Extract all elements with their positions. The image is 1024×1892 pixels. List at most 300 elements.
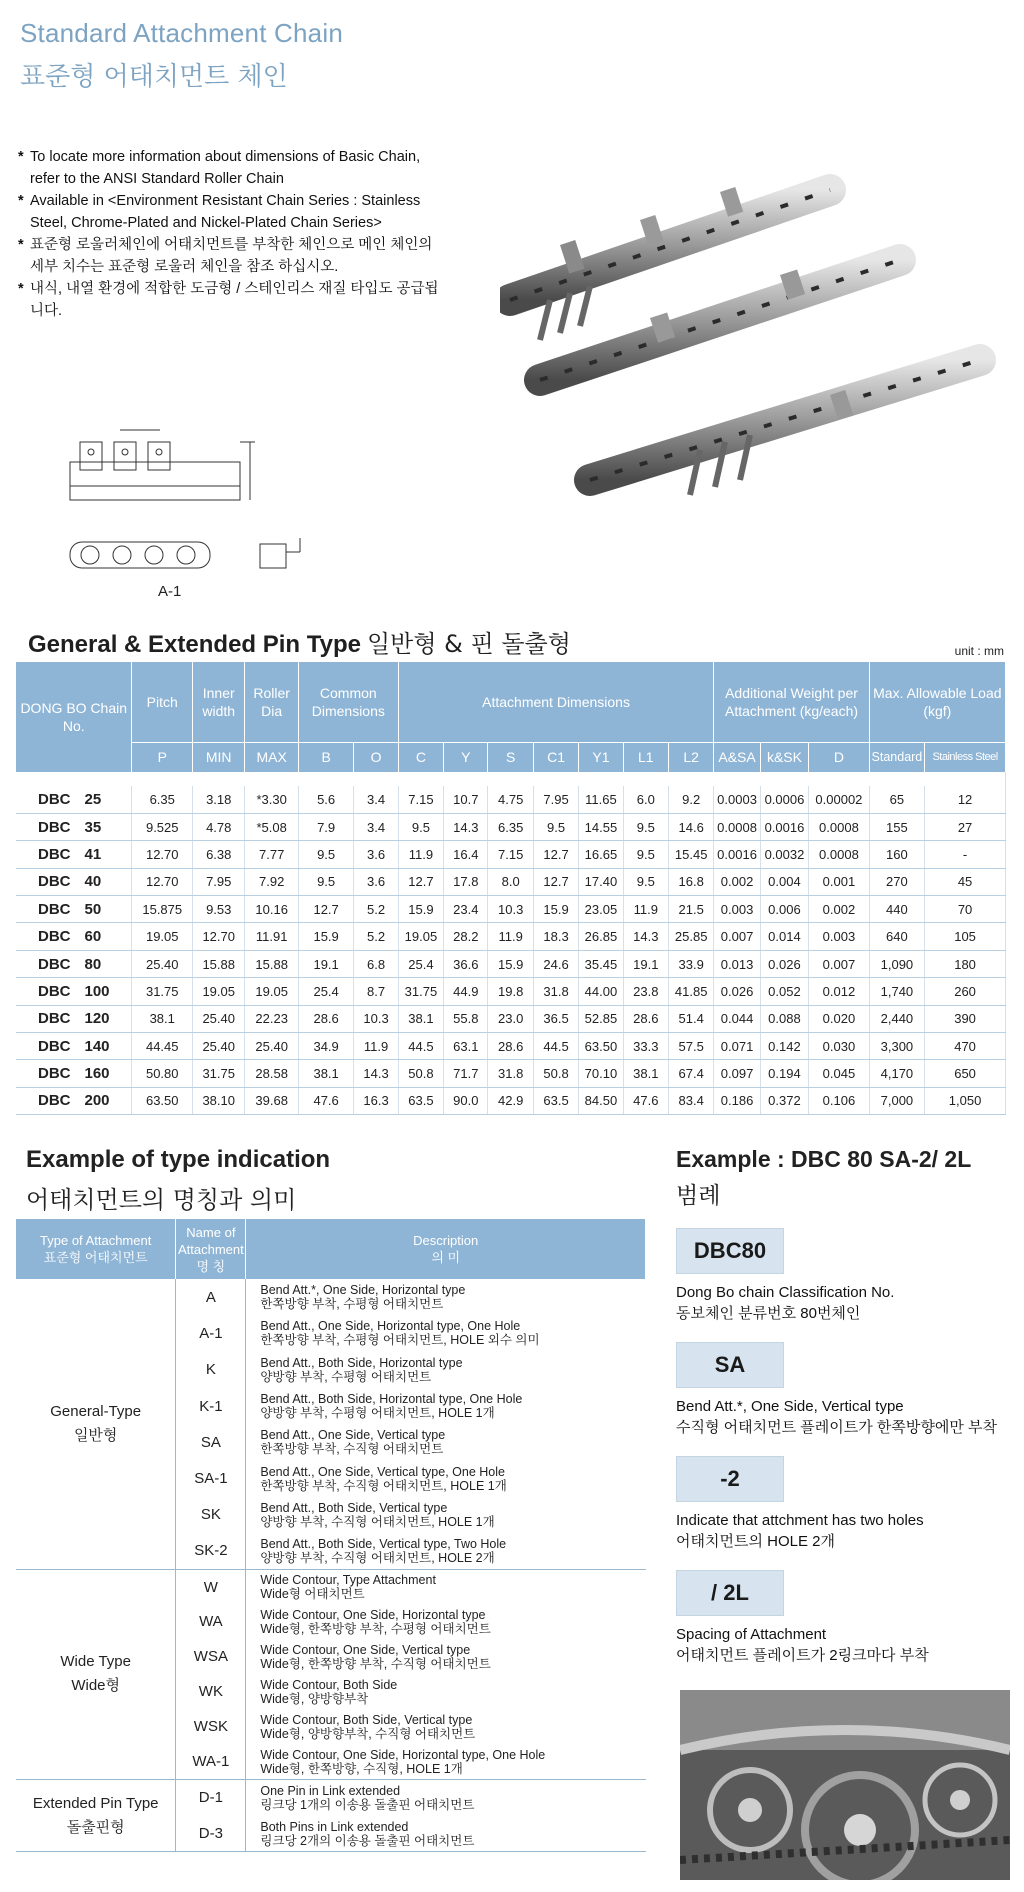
table-cell: 25.40 (193, 1033, 245, 1060)
table-cell: 0.003 (714, 896, 760, 923)
chain-model: DBC 25 (16, 786, 132, 813)
table-cell: 16.8 (668, 868, 713, 895)
table-cell: 67.4 (668, 1060, 713, 1087)
table-cell: 0.186 (714, 1087, 760, 1114)
header-load: Max. Allowable Load (kgf) (869, 662, 1005, 742)
table-cell: 15.9 (488, 950, 533, 977)
table-cell: 6.35 (132, 786, 193, 813)
table-cell: 11.9 (488, 923, 533, 950)
table-cell: 3,300 (869, 1033, 924, 1060)
table-cell: 0.007 (809, 950, 870, 977)
page-title: Standard Attachment Chain (20, 18, 343, 48)
table-cell: 9.5 (398, 813, 443, 840)
technical-drawing-top (60, 420, 270, 520)
table-cell: 38.1 (398, 1005, 443, 1032)
table-cell: 3.4 (354, 813, 398, 840)
type-description: Wide Contour, One Side, Horizontal type Wide형, 한쪽방향 부착, 수평형 어태치먼트 (260, 1607, 491, 1636)
table-cell: 44.45 (132, 1033, 193, 1060)
table-cell: 0.004 (760, 868, 808, 895)
table-cell: 22.23 (245, 1005, 298, 1032)
table-cell: 0.0032 (760, 841, 808, 868)
table-cell: 11.65 (579, 786, 623, 813)
table-cell: 0.020 (809, 1005, 870, 1032)
table-cell: 35.45 (579, 950, 623, 977)
table-cell: 63.1 (444, 1033, 488, 1060)
table-cell: 270 (869, 868, 924, 895)
table-cell: 45 (925, 868, 1006, 895)
table-cell: 24.6 (533, 950, 578, 977)
type-description: Bend Att., One Side, Horizontal type, One Hole 한쪽방향 부착, 수평형 어태치먼트, HOLE 외수 의미 (260, 1319, 540, 1348)
table-cell: 6.8 (354, 950, 398, 977)
table-row (16, 1087, 1006, 1114)
chain-model: DBC 200 (16, 1087, 132, 1114)
table-row (16, 896, 1006, 923)
table-cell: 7.95 (533, 786, 578, 813)
code-box-holes: -2 (676, 1456, 784, 1502)
table-cell: 0.088 (760, 1005, 808, 1032)
type-group: Extended Pin Type 돌출핀형 (16, 1779, 176, 1852)
spec-section-title: General & Extended Pin Type 일반형 & 핀 돌출형 (28, 630, 571, 658)
code-desc: Bend Att.*, One Side, Vertical type 수직형 어태치먼트 플레이트가 한쪽방향에만 부착 (676, 1398, 997, 1436)
table-cell: 38.1 (298, 1060, 353, 1087)
header-attachment: Attachment Dimensions (398, 662, 714, 742)
table-cell: 7.9 (298, 813, 353, 840)
table-cell: 18.3 (533, 923, 578, 950)
type-code: D-3 (176, 1816, 246, 1852)
subheader: Stainless Steel (925, 742, 1006, 772)
table-cell: 0.030 (809, 1033, 870, 1060)
table-cell: 12.7 (533, 841, 578, 868)
table-cell: 15.875 (132, 896, 193, 923)
type-description: Wide Contour, One Side, Vertical type Wide형, 한쪽방향 부착, 수직형 어태치먼트 (260, 1642, 491, 1671)
type-description: Bend Att., Both Side, Vertical type, Two Hole 양방향 부착, 수직형 어태치먼트, HOLE 2개 (246, 1533, 646, 1569)
table-cell: 0.013 (714, 950, 760, 977)
table-cell: 15.9 (533, 896, 578, 923)
table-cell: 5.2 (354, 896, 398, 923)
note-item: * 표준형 로울러체인에 어태치먼트를 부착한 체인으로 메인 체인의 세부 치수는 표준형 로울러 체인을 참조 하십시오. (18, 237, 433, 275)
page-subtitle-ko: 표준형 어태치먼트 체인 (20, 62, 288, 92)
table-cell: 0.0003 (714, 786, 760, 813)
table-cell: 63.50 (132, 1087, 193, 1114)
table-cell: 16.3 (354, 1087, 398, 1114)
note-item: * To locate more information about dimensions of Basic Chain, refer to the ANSI Standard Roller Chain (18, 149, 421, 187)
table-cell: 7.95 (193, 868, 245, 895)
table-cell: 0.002 (809, 896, 870, 923)
table-cell: 19.1 (298, 950, 353, 977)
table-cell: 51.4 (668, 1005, 713, 1032)
code-desc: Indicate that attchment has two holes 어태치먼트의 HOLE 2개 (676, 1512, 924, 1550)
table-cell: 12.70 (193, 923, 245, 950)
table-cell: 12.7 (533, 868, 578, 895)
table-cell: 11.9 (623, 896, 668, 923)
chain-product-photo (500, 150, 1000, 500)
table-cell: 12.70 (132, 841, 193, 868)
table-cell: 17.40 (579, 868, 623, 895)
table-cell: *5.08 (245, 813, 298, 840)
table-cell: 160 (869, 841, 924, 868)
table-cell: 0.0016 (714, 841, 760, 868)
table-cell: 155 (869, 813, 924, 840)
chain-model: DBC 100 (16, 978, 132, 1005)
table-cell: 44.5 (398, 1033, 443, 1060)
table-cell: 27 (925, 813, 1006, 840)
table-cell: 28.6 (298, 1005, 353, 1032)
table-cell: 0.002 (714, 868, 760, 895)
chain-illustration-3 (590, 360, 980, 495)
table-cell: 47.6 (298, 1087, 353, 1114)
table-cell: 25.85 (668, 923, 713, 950)
table-cell: 9.5 (623, 841, 668, 868)
table-cell: 11.9 (398, 841, 443, 868)
table-cell: 15.88 (245, 950, 298, 977)
type-description: Wide Contour, Both Side Wide형, 양방향부착 (260, 1677, 398, 1706)
table-cell: 9.5 (298, 868, 353, 895)
table-cell: 11.9 (354, 1033, 398, 1060)
header-inner-width: Inner width (193, 662, 245, 742)
type-code: SA-1 (176, 1460, 246, 1496)
type-table (16, 1219, 646, 1852)
table-cell: 38.1 (132, 1005, 193, 1032)
table-cell: 25.4 (398, 950, 443, 977)
table-cell: 25.40 (245, 1033, 298, 1060)
table-cell: 41.85 (668, 978, 713, 1005)
table-cell: 19.1 (623, 950, 668, 977)
table-cell: 9.5 (533, 813, 578, 840)
table-cell: *3.30 (245, 786, 298, 813)
chain-model: DBC 35 (16, 813, 132, 840)
table-cell: 36.5 (533, 1005, 578, 1032)
table-cell: 50.8 (533, 1060, 578, 1087)
table-cell: 63.5 (533, 1087, 578, 1114)
type-description: Both Pins in Link extended 링크당 2개의 이송용 돌출핀 어태치먼트 (246, 1816, 646, 1852)
subheader: k&SK (760, 742, 808, 772)
table-cell: 7,000 (869, 1087, 924, 1114)
type-section-title-ko: 어태치먼트의 명칭과 의미 (26, 1186, 297, 1214)
table-cell: 11.91 (245, 923, 298, 950)
table-cell: 6.38 (193, 841, 245, 868)
table-cell: 31.75 (398, 978, 443, 1005)
factory-photo (680, 1690, 1010, 1880)
table-cell: 4.78 (193, 813, 245, 840)
table-cell: 0.0008 (809, 841, 870, 868)
table-cell: 8.7 (354, 978, 398, 1005)
table-cell: 0.106 (809, 1087, 870, 1114)
subheader: D (809, 742, 870, 772)
table-cell: - (925, 841, 1006, 868)
table-cell: 4,170 (869, 1060, 924, 1087)
type-code: A-1 (176, 1315, 246, 1351)
table-cell: 10.3 (488, 896, 533, 923)
table-cell: 470 (925, 1033, 1006, 1060)
type-code: SA (176, 1424, 246, 1460)
type-description: Bend Att., One Side, Vertical type, One Hole 한쪽방향 부착, 수직형 어태치먼트, HOLE 1개 (260, 1464, 507, 1493)
table-cell: 38.10 (193, 1087, 245, 1114)
table-cell: 0.026 (714, 978, 760, 1005)
header-name: Name of Attachment 명 칭 (176, 1219, 246, 1279)
table-cell: 650 (925, 1060, 1006, 1087)
type-description: Wide Contour, One Side, Horizontal type, One Hole Wide형, 한쪽방향, 수직형, HOLE 1개 (246, 1744, 646, 1779)
table-cell: 0.026 (760, 950, 808, 977)
table-cell: 0.012 (809, 978, 870, 1005)
table-cell: 19.05 (132, 923, 193, 950)
table-cell: 0.006 (760, 896, 808, 923)
table-cell: 9.525 (132, 813, 193, 840)
type-code: K (176, 1352, 246, 1388)
table-cell: 0.052 (760, 978, 808, 1005)
type-code: K-1 (176, 1388, 246, 1424)
subheader: C1 (533, 742, 578, 772)
table-cell: 57.5 (668, 1033, 713, 1060)
example-panel (676, 1146, 1016, 1666)
table-cell: 9.5 (623, 868, 668, 895)
table-cell: 23.0 (488, 1005, 533, 1032)
table-cell: 8.0 (488, 868, 533, 895)
code-box-spacing: / 2L (676, 1570, 784, 1616)
type-description: Bend Att., One Side, Vertical type 한쪽방향 부착, 수직형 어태치먼트 (260, 1428, 446, 1457)
table-cell: 14.6 (668, 813, 713, 840)
table-cell: 15.45 (668, 841, 713, 868)
table-cell: 1,090 (869, 950, 924, 977)
example-title: Example : DBC 80 SA-2/ 2L (676, 1146, 972, 1172)
table-cell: 25.4 (298, 978, 353, 1005)
type-code: WA (176, 1604, 246, 1639)
table-cell: 7.15 (488, 841, 533, 868)
table-cell: 63.5 (398, 1087, 443, 1114)
table-cell: 0.044 (714, 1005, 760, 1032)
table-cell: 15.9 (398, 896, 443, 923)
unit-label: unit : mm (954, 644, 1004, 658)
type-group: General-Type 일반형 (16, 1279, 176, 1569)
table-cell: 15.9 (298, 923, 353, 950)
table-cell: 0.071 (714, 1033, 760, 1060)
code-box-dbc80: DBC80 (676, 1228, 784, 1274)
subheader: P (132, 742, 193, 772)
table-cell: 0.00002 (809, 786, 870, 813)
table-cell: 42.9 (488, 1087, 533, 1114)
table-row (16, 813, 1006, 840)
table-cell: 0.007 (714, 923, 760, 950)
subheader: Y (444, 742, 488, 772)
type-code: WA-1 (176, 1744, 246, 1779)
type-description: Wide Contour, Type Attachment Wide형 어태치먼트 (260, 1573, 436, 1602)
table-cell: 33.9 (668, 950, 713, 977)
chain-model: DBC 60 (16, 923, 132, 950)
table-cell: 34.9 (298, 1033, 353, 1060)
table-cell: 31.75 (193, 1060, 245, 1087)
table-row (16, 978, 1006, 1005)
table-cell: 16.65 (579, 841, 623, 868)
table-cell: 9.5 (623, 813, 668, 840)
table-cell: 38.1 (623, 1060, 668, 1087)
table-cell: 84.50 (579, 1087, 623, 1114)
table-cell: 0.194 (760, 1060, 808, 1087)
table-row (16, 786, 1006, 813)
subheader: S (488, 742, 533, 772)
type-code: A (176, 1279, 246, 1315)
table-cell: 10.7 (444, 786, 488, 813)
chain-model: DBC 160 (16, 1060, 132, 1087)
chain-illustration-1 (510, 187, 830, 340)
type-code: SK-2 (176, 1533, 246, 1569)
subheader: B (298, 742, 353, 772)
table-cell: 3.6 (354, 841, 398, 868)
table-cell: 0.014 (760, 923, 808, 950)
example-title-ko: 범례 (676, 1182, 721, 1208)
chain-model: DBC 140 (16, 1033, 132, 1060)
table-cell: 70 (925, 896, 1006, 923)
code-desc: Spacing of Attachment 어태치먼트 플레이트가 2링크마다 부착 (676, 1626, 929, 1664)
table-cell: 26.85 (579, 923, 623, 950)
table-cell: 14.3 (354, 1060, 398, 1087)
table-cell: 3.4 (354, 786, 398, 813)
code-desc: Dong Bo chain Classification No. 동보체인 분류번호 80번체인 (676, 1284, 895, 1322)
table-cell: 12.70 (132, 868, 193, 895)
table-cell: 44.5 (533, 1033, 578, 1060)
chain-model: DBC 80 (16, 950, 132, 977)
type-description: Wide Contour, Both Side, Vertical type Wide형, 양방향부착, 수직형 어태치먼트 (260, 1712, 476, 1741)
type-code: WSK (176, 1709, 246, 1744)
table-cell: 14.3 (444, 813, 488, 840)
table-cell: 5.6 (298, 786, 353, 813)
subheader: MAX (245, 742, 298, 772)
table-cell: 0.0008 (714, 813, 760, 840)
table-cell: 12.7 (298, 896, 353, 923)
table-row (16, 1005, 1006, 1032)
table-cell: 6.0 (623, 786, 668, 813)
table-row (16, 1033, 1006, 1060)
table-cell: 28.6 (488, 1033, 533, 1060)
table-cell: 10.3 (354, 1005, 398, 1032)
table-row (16, 868, 1006, 895)
table-cell: 640 (869, 923, 924, 950)
table-cell: 31.75 (132, 978, 193, 1005)
table-cell: 19.05 (398, 923, 443, 950)
table-cell: 9.53 (193, 896, 245, 923)
table-cell: 390 (925, 1005, 1006, 1032)
type-description: One Pin in Link extended 링크당 1개의 이송용 돌출핀 어태치먼트 (260, 1783, 475, 1812)
table-cell: 70.10 (579, 1060, 623, 1087)
chain-model: DBC 120 (16, 1005, 132, 1032)
code-box-sa: SA (676, 1342, 784, 1388)
technical-drawing-side (60, 530, 330, 580)
table-cell: 12.7 (398, 868, 443, 895)
type-code: SK (176, 1497, 246, 1533)
header-common: Common Dimensions (298, 662, 398, 742)
table-cell: 0.0008 (809, 813, 870, 840)
table-row (16, 950, 1006, 977)
table-cell: 0.0006 (760, 786, 808, 813)
table-cell: 260 (925, 978, 1006, 1005)
table-cell: 0.001 (809, 868, 870, 895)
table-cell: 50.8 (398, 1060, 443, 1087)
table-cell: 55.8 (444, 1005, 488, 1032)
type-group: Wide Type Wide형 (16, 1569, 176, 1779)
table-cell: 19.05 (193, 978, 245, 1005)
table-cell: 4.75 (488, 786, 533, 813)
table-cell: 47.6 (623, 1087, 668, 1114)
type-section-title: Example of type indication (26, 1146, 331, 1173)
table-cell: 36.6 (444, 950, 488, 977)
note-item: * 내식, 내열 환경에 적합한 도금형 / 스테인리스 재질 타입도 공급됩니다. (18, 281, 439, 319)
type-row (16, 1779, 646, 1815)
subheader: Y1 (579, 742, 623, 772)
type-row (16, 1279, 646, 1315)
type-code: D-1 (176, 1779, 246, 1815)
table-cell: 52.85 (579, 1005, 623, 1032)
table-cell: 15.88 (193, 950, 245, 977)
subheader: Standard (869, 742, 924, 772)
table-cell: 0.0016 (760, 813, 808, 840)
chain-model: DBC 41 (16, 841, 132, 868)
subheader: L2 (668, 742, 713, 772)
table-cell: 6.35 (488, 813, 533, 840)
table-cell: 2,440 (869, 1005, 924, 1032)
header-roller-dia: Roller Dia (245, 662, 298, 742)
table-cell: 9.2 (668, 786, 713, 813)
subheader: L1 (623, 742, 668, 772)
table-cell: 9.5 (298, 841, 353, 868)
table-cell: 1,740 (869, 978, 924, 1005)
table-cell: 23.05 (579, 896, 623, 923)
table-cell: 105 (925, 923, 1006, 950)
spec-table (16, 662, 1006, 1115)
header-chain-no: DONG BO Chain No. (16, 662, 132, 772)
table-cell: 17.8 (444, 868, 488, 895)
header-type: Type of Attachment 표준형 어태치먼트 (16, 1219, 176, 1279)
header-weight: Additional Weight per Attachment (kg/each) (714, 662, 869, 742)
table-cell: 3.6 (354, 868, 398, 895)
table-cell: 63.50 (579, 1033, 623, 1060)
table-cell: 440 (869, 896, 924, 923)
table-cell: 44.9 (444, 978, 488, 1005)
table-cell: 90.0 (444, 1087, 488, 1114)
figure-label: A-1 (158, 583, 182, 600)
type-description: Bend Att.*, One Side, Horizontal type 한쪽방향 부착, 수평형 어태치먼트 (260, 1283, 466, 1312)
table-cell: 44.00 (579, 978, 623, 1005)
table-cell: 19.05 (245, 978, 298, 1005)
type-code: W (176, 1569, 246, 1604)
note-item: * Available in <Environment Resistant Chain Series : Stainless Steel, Chrome-Plated and Nickel-Plated Chain Series> (18, 193, 421, 231)
table-cell: 12 (925, 786, 1006, 813)
table-cell: 39.68 (245, 1087, 298, 1114)
table-cell: 28.2 (444, 923, 488, 950)
subheader: MIN (193, 742, 245, 772)
table-cell: 71.7 (444, 1060, 488, 1087)
subheader: C (398, 742, 443, 772)
table-cell: 0.097 (714, 1060, 760, 1087)
table-cell: 14.3 (623, 923, 668, 950)
table-cell: 180 (925, 950, 1006, 977)
table-cell: 83.4 (668, 1087, 713, 1114)
table-cell: 50.80 (132, 1060, 193, 1087)
table-cell: 33.3 (623, 1033, 668, 1060)
type-description: Bend Att., Both Side, Horizontal type 양방향 부착, 수평형 어태치먼트 (260, 1355, 463, 1384)
type-description: Bend Att., Both Side, Horizontal type, One Hole 양방향 부착, 수평형 어태치먼트, HOLE 1개 (260, 1392, 523, 1421)
table-cell: 0.142 (760, 1033, 808, 1060)
table-cell: 7.77 (245, 841, 298, 868)
table-cell: 7.15 (398, 786, 443, 813)
table-cell: 0.045 (809, 1060, 870, 1087)
table-cell: 10.16 (245, 896, 298, 923)
table-cell: 19.8 (488, 978, 533, 1005)
table-cell: 31.8 (533, 978, 578, 1005)
table-cell: 7.92 (245, 868, 298, 895)
header-pitch: Pitch (132, 662, 193, 742)
subheader: A&SA (714, 742, 760, 772)
table-cell: 23.8 (623, 978, 668, 1005)
table-cell: 25.40 (193, 1005, 245, 1032)
table-cell: 1,050 (925, 1087, 1006, 1114)
